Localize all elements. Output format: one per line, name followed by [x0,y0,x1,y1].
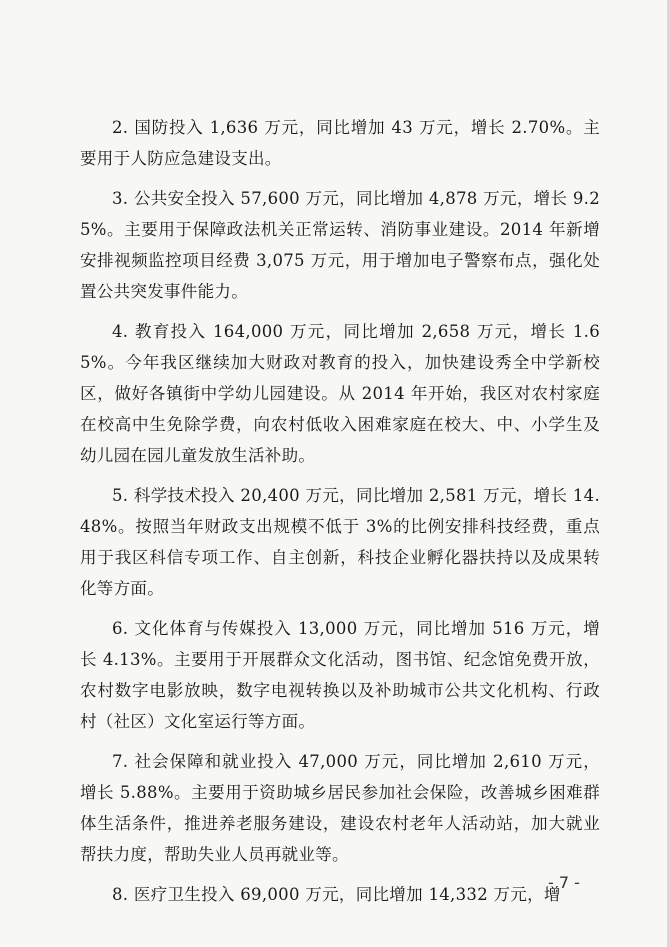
paragraph-text: 8. 医疗卫生投入 69,000 万元，同比增加 14,332 万元，增 [112,885,561,904]
paragraph-education [80,316,600,471]
paragraph-text: 2. 国防投入 1,636 万元，同比增加 43 万元，增长 2.70%。主要用于人防应急建设支出。 [80,118,600,168]
document-body [80,112,600,919]
paragraph-text: 4. 教育投入 164,000 万元，同比增加 2,658 万元，增长 1.65%。今年我区继续加大财政对教育的投入，加快建设秀全中学新校区，做好各镇街中学幼儿园建设。从 2014 年开始，我区对农村家庭在校高中生免除学费，向农村低收入困难家庭在校大、中、小学生及幼儿园在园儿童发放生活补助。 [80,322,600,465]
paragraph-text: 3. 公共安全投入 57,600 万元，同比增加 4,878 万元，增长 9.25%。主要用于保障政法机关正常运转、消防事业建设。2014 年新增安排视频监控项目经费 3,075 万元，用于增加电子警察布点，强化处置公共突发事件能力。 [80,189,600,301]
paragraph-text: 6. 文化体育与传媒投入 13,000 万元，同比增加 516 万元，增长 4.13%。主要用于开展群众文化活动，图书馆、纪念馆免费开放，农村数字电影放映，数字电视转换以及补助城市公共文化机构、行政村（社区）文化室运行等方面。 [80,619,600,731]
paragraph-science-technology [80,480,600,604]
paragraph-text: 7. 社会保障和就业投入 47,000 万元，同比增加 2,610 万元，增长 5.88%。主要用于资助城乡居民参加社会保险，改善城乡困难群体生活条件，推进养老服务建设，建设农村老年人活动站，加大就业帮扶力度，帮助失业人员再就业等。 [80,752,600,864]
paragraph-public-security [80,183,600,307]
paragraph-national-defense [80,112,600,174]
paragraph-text: 5. 科学技术投入 20,400 万元，同比增加 2,581 万元，增长 14.48%。按照当年财政支出规模不低于 3%的比例安排科技经费，重点用于我区科信专项工作、自主创新，科技企业孵化器扶持以及成果转化等方面。 [80,486,600,598]
paragraph-social-security [80,746,600,870]
paragraph-culture-sports-media [80,613,600,737]
page-number: - 7 - [548,873,580,892]
paragraph-health-care [80,879,600,910]
